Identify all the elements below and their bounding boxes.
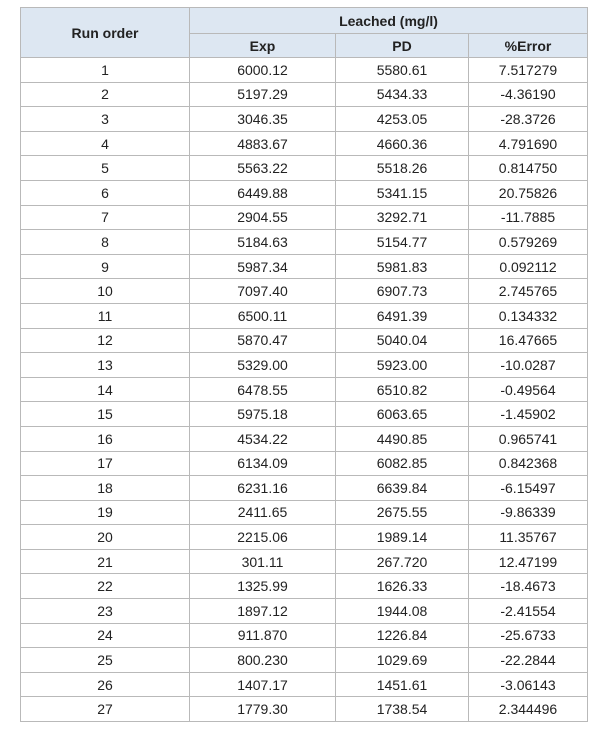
pd-cell: 4660.36	[336, 131, 469, 156]
error-cell: -4.36190	[469, 82, 588, 107]
table-row	[21, 156, 588, 181]
table-row	[21, 672, 588, 697]
exp-cell: 5870.47	[190, 328, 336, 353]
pd-cell: 1944.08	[336, 599, 469, 624]
table-row	[21, 697, 588, 722]
table-row	[21, 476, 588, 501]
pd-cell: 5981.83	[336, 254, 469, 279]
exp-cell: 5197.29	[190, 82, 336, 107]
exp-cell: 3046.35	[190, 107, 336, 132]
run-order-cell: 24	[21, 623, 190, 648]
error-cell: -28.3726	[469, 107, 588, 132]
run-order-cell: 13	[21, 353, 190, 378]
error-cell: 16.47665	[469, 328, 588, 353]
table-row	[21, 426, 588, 451]
exp-cell: 1897.12	[190, 599, 336, 624]
pd-cell: 5154.77	[336, 230, 469, 255]
exp-cell: 6478.55	[190, 377, 336, 402]
table-row	[21, 353, 588, 378]
pd-cell: 6639.84	[336, 476, 469, 501]
run-order-cell: 18	[21, 476, 190, 501]
pd-cell: 4490.85	[336, 426, 469, 451]
exp-header: Exp	[190, 34, 336, 58]
run-order-cell: 22	[21, 574, 190, 599]
run-order-cell: 16	[21, 426, 190, 451]
run-order-cell: 17	[21, 451, 190, 476]
pd-cell: 6063.65	[336, 402, 469, 427]
pd-cell: 2675.55	[336, 500, 469, 525]
pd-cell: 1226.84	[336, 623, 469, 648]
table-row	[21, 230, 588, 255]
table-row	[21, 58, 588, 83]
exp-cell: 6449.88	[190, 180, 336, 205]
table-row	[21, 377, 588, 402]
exp-cell: 5329.00	[190, 353, 336, 378]
header-row-top	[21, 8, 588, 34]
run-order-cell: 10	[21, 279, 190, 304]
table-row	[21, 623, 588, 648]
run-order-cell: 27	[21, 697, 190, 722]
error-cell: 20.75826	[469, 180, 588, 205]
leached-group-header: Leached (mg/l)	[190, 8, 588, 34]
table-row	[21, 599, 588, 624]
run-order-cell: 7	[21, 205, 190, 230]
pd-cell: 3292.71	[336, 205, 469, 230]
exp-cell: 5975.18	[190, 402, 336, 427]
exp-cell: 2904.55	[190, 205, 336, 230]
error-cell: -1.45902	[469, 402, 588, 427]
run-order-cell: 12	[21, 328, 190, 353]
exp-cell: 800.230	[190, 648, 336, 673]
run-order-cell: 8	[21, 230, 190, 255]
error-cell: 0.579269	[469, 230, 588, 255]
error-cell: 2.344496	[469, 697, 588, 722]
exp-cell: 1407.17	[190, 672, 336, 697]
run-order-cell: 4	[21, 131, 190, 156]
table-row	[21, 549, 588, 574]
run-order-cell: 1	[21, 58, 190, 83]
run-order-cell: 9	[21, 254, 190, 279]
pd-cell: 1451.61	[336, 672, 469, 697]
exp-cell: 2215.06	[190, 525, 336, 550]
exp-cell: 6500.11	[190, 303, 336, 328]
table-row	[21, 525, 588, 550]
run-order-cell: 25	[21, 648, 190, 673]
table-row	[21, 303, 588, 328]
exp-cell: 4534.22	[190, 426, 336, 451]
exp-cell: 911.870	[190, 623, 336, 648]
error-cell: 7.517279	[469, 58, 588, 83]
table-body	[21, 58, 588, 722]
exp-cell: 1325.99	[190, 574, 336, 599]
exp-cell: 301.11	[190, 549, 336, 574]
exp-cell: 6134.09	[190, 451, 336, 476]
error-header: %Error	[469, 34, 588, 58]
error-cell: -9.86339	[469, 500, 588, 525]
pd-cell: 5434.33	[336, 82, 469, 107]
run-order-cell: 5	[21, 156, 190, 181]
exp-cell: 2411.65	[190, 500, 336, 525]
table-row	[21, 205, 588, 230]
pd-cell: 1989.14	[336, 525, 469, 550]
run-order-cell: 15	[21, 402, 190, 427]
table-row	[21, 180, 588, 205]
table-row	[21, 328, 588, 353]
pd-cell: 6491.39	[336, 303, 469, 328]
error-cell: -11.7885	[469, 205, 588, 230]
error-cell: 4.791690	[469, 131, 588, 156]
run-order-cell: 6	[21, 180, 190, 205]
leached-results-table	[20, 7, 588, 722]
pd-cell: 1029.69	[336, 648, 469, 673]
table-row	[21, 82, 588, 107]
error-cell: 0.092112	[469, 254, 588, 279]
run-order-cell: 23	[21, 599, 190, 624]
run-order-cell: 11	[21, 303, 190, 328]
exp-cell: 7097.40	[190, 279, 336, 304]
pd-header: PD	[336, 34, 469, 58]
pd-cell: 5518.26	[336, 156, 469, 181]
pd-cell: 1626.33	[336, 574, 469, 599]
error-cell: -18.4673	[469, 574, 588, 599]
table-row	[21, 107, 588, 132]
table-row	[21, 574, 588, 599]
error-cell: 2.745765	[469, 279, 588, 304]
pd-cell: 5341.15	[336, 180, 469, 205]
pd-cell: 267.720	[336, 549, 469, 574]
error-cell: -10.0287	[469, 353, 588, 378]
exp-cell: 6000.12	[190, 58, 336, 83]
error-cell: -0.49564	[469, 377, 588, 402]
run-order-cell: 21	[21, 549, 190, 574]
pd-cell: 5923.00	[336, 353, 469, 378]
error-cell: 12.47199	[469, 549, 588, 574]
table-row	[21, 402, 588, 427]
run-order-cell: 19	[21, 500, 190, 525]
error-cell: 0.814750	[469, 156, 588, 181]
exp-cell: 5184.63	[190, 230, 336, 255]
run-order-cell: 14	[21, 377, 190, 402]
pd-cell: 1738.54	[336, 697, 469, 722]
pd-cell: 4253.05	[336, 107, 469, 132]
error-cell: 0.842368	[469, 451, 588, 476]
error-cell: -22.2844	[469, 648, 588, 673]
pd-cell: 6510.82	[336, 377, 469, 402]
error-cell: -6.15497	[469, 476, 588, 501]
table-header	[21, 8, 588, 58]
pd-cell: 5040.04	[336, 328, 469, 353]
run-order-header: Run order	[21, 8, 190, 58]
exp-cell: 6231.16	[190, 476, 336, 501]
error-cell: 0.134332	[469, 303, 588, 328]
error-cell: 0.965741	[469, 426, 588, 451]
table-row	[21, 279, 588, 304]
pd-cell: 5580.61	[336, 58, 469, 83]
pd-cell: 6907.73	[336, 279, 469, 304]
table-row	[21, 648, 588, 673]
error-cell: -25.6733	[469, 623, 588, 648]
table-row	[21, 131, 588, 156]
table-row	[21, 500, 588, 525]
table-row	[21, 254, 588, 279]
exp-cell: 5563.22	[190, 156, 336, 181]
error-cell: -2.41554	[469, 599, 588, 624]
run-order-cell: 2	[21, 82, 190, 107]
run-order-cell: 3	[21, 107, 190, 132]
error-cell: 11.35767	[469, 525, 588, 550]
exp-cell: 4883.67	[190, 131, 336, 156]
run-order-cell: 20	[21, 525, 190, 550]
pd-cell: 6082.85	[336, 451, 469, 476]
run-order-cell: 26	[21, 672, 190, 697]
table-row	[21, 451, 588, 476]
error-cell: -3.06143	[469, 672, 588, 697]
exp-cell: 1779.30	[190, 697, 336, 722]
exp-cell: 5987.34	[190, 254, 336, 279]
